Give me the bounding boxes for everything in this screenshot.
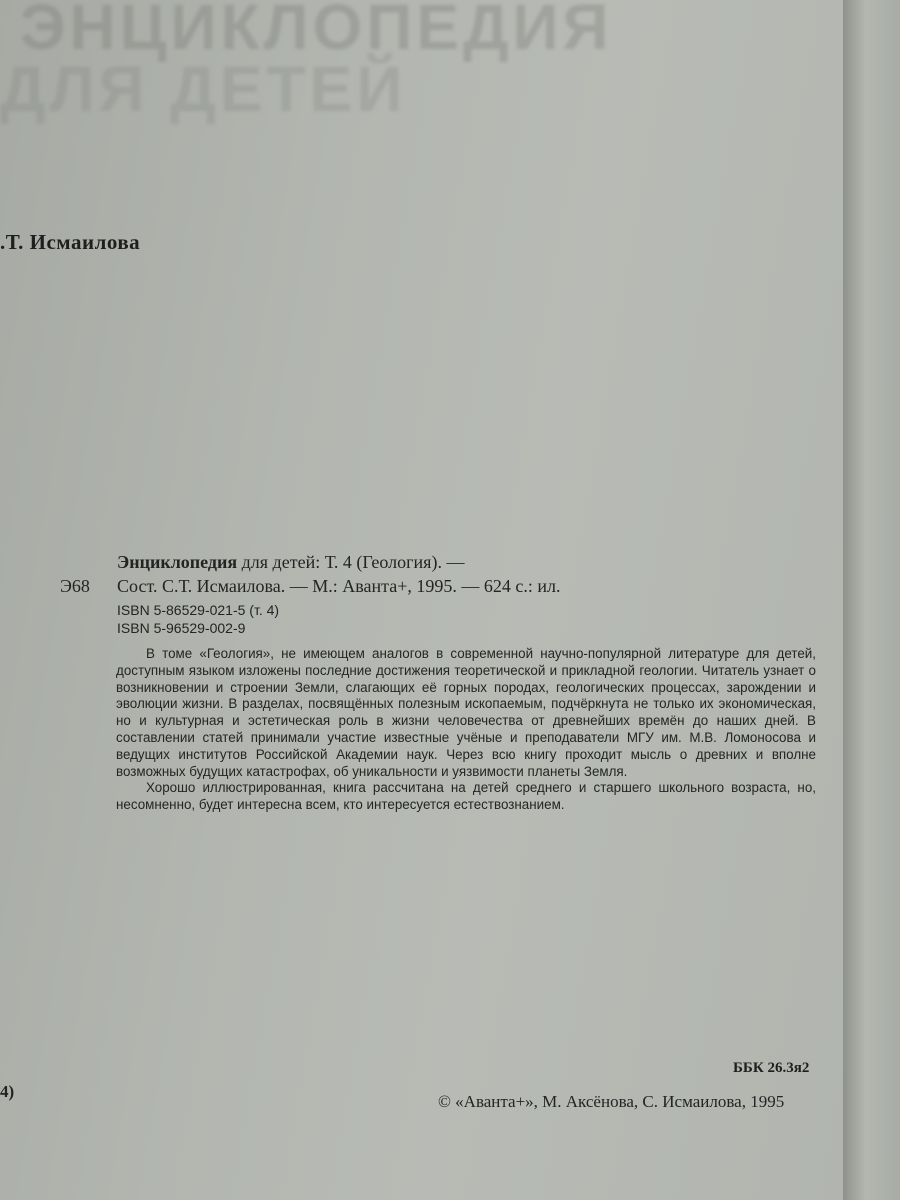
bbk-code: ББК 26.3я2 <box>733 1060 810 1076</box>
catalog-title-rest: для детей: Т. 4 (Геология). — <box>237 552 465 572</box>
left-fragment: 4) <box>0 1082 15 1101</box>
copyright-line: © «Аванта+», М. Аксёнова, С. Исмаилова, 1995 <box>438 1092 785 1111</box>
isbn-series: ISBN 5-96529-002-9 <box>117 620 246 636</box>
abstract-paragraph-1: В томе «Геология», не имеющем аналогов в современной научно-популярной литературе для детей, доступным языком изложены последние достижения теоретической и прикладной геологии. Читатель узнает о возникновении и строении Земли, слагающих её горных породах, геологических процессах, зарождении и эволюции жизни. В разделах, посвящённых полезным ископаемым, подчёркнута не только их экономическая, но и культурная и эстетическая роль в жизни человечества от древнейших времён до наших дней. В составлении статей принимали участие известные учёные и преподаватели МГУ им. М.В. Ломоносова и ведущих институтов Российской Академии наук. Через всю книгу проходит мысль о древних и вполне возможных будущих катастрофах, об уникальности и уязвимости планеты Земля. <box>116 646 816 779</box>
catalog-compiler: Сост. С.Т. Исмаилова. — М.: Аванта+, 1995. — 624 с.: ил. <box>117 576 561 596</box>
abstract <box>116 646 816 814</box>
author-name: .Т. Исмаилова <box>0 230 141 254</box>
catalog-title <box>117 552 464 573</box>
bleed-through-text: ЭНЦИКЛОПЕДИЯ <box>20 0 613 63</box>
catalog-title-bold: Энциклопедия <box>117 552 238 572</box>
isbn-volume: ISBN 5-86529-021-5 (т. 4) <box>117 602 280 618</box>
abstract-paragraph-2: Хорошо иллюстрированная, книга рассчитана на детей среднего и старшего школьного возраста, но, несомненно, будет интересна всем, кто интересуется естествознанием. <box>116 780 816 813</box>
adjacent-page-edge <box>843 0 900 1200</box>
catalog-code: Э68 <box>60 576 90 596</box>
bleed-through-text-2: ДЛЯ ДЕТЕЙ <box>0 53 407 125</box>
